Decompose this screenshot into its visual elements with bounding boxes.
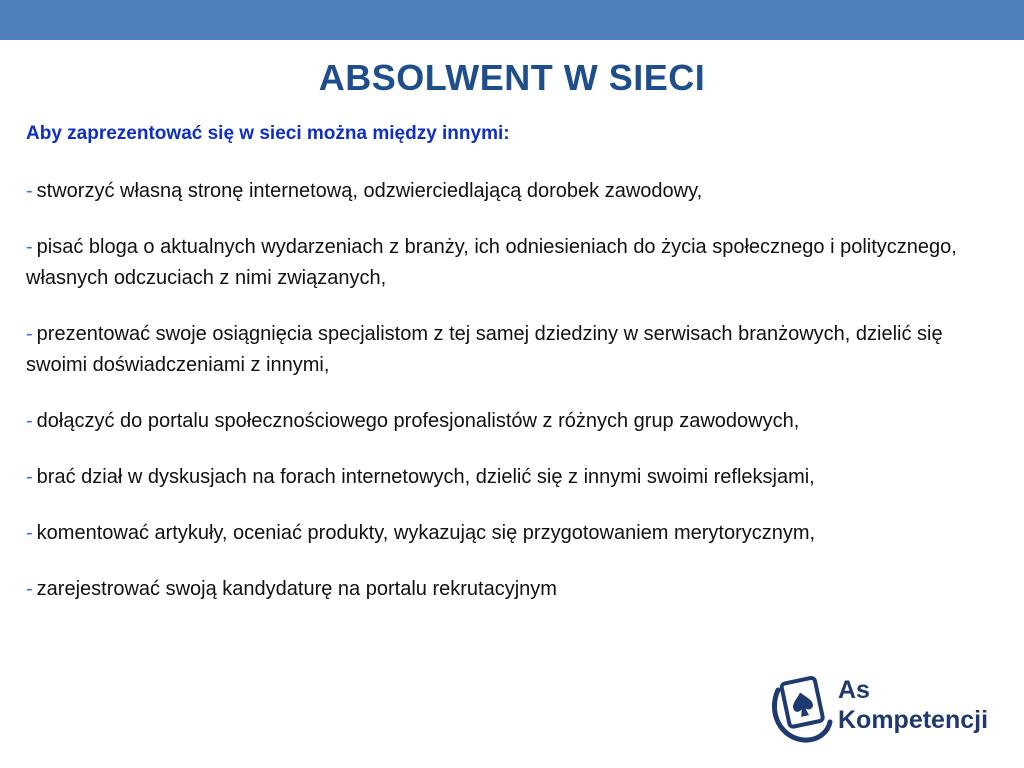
list-item-text: pisać bloga o aktualnych wydarzeniach z branży, ich odniesieniach do życia społecznego i politycznego, własnych odczuciach z nimi związanych, [26,236,957,289]
list-item [26,518,966,549]
list-item [26,319,966,381]
logo-text-kompetencji: Kompetencji [838,706,989,734]
list-item-text: komentować artykuły, oceniać produkty, wykazując się przygotowaniem merytorycznym, [36,522,816,544]
bullet-dash: - [26,323,33,345]
list-item [26,176,966,207]
list-item-text: zarejestrować swoją kandydaturę na portalu rekrutacyjnym [36,578,557,600]
bullet-list [26,176,966,630]
bullet-dash: - [26,410,33,432]
bullet-dash: - [26,578,33,600]
bullet-dash: - [26,236,33,258]
list-item [26,406,966,437]
as-kompetencji-logo [770,672,1000,744]
list-item [26,232,966,294]
list-item-text: brać dział w dyskusjach na forach internetowych, dzielić się z innymi swoimi refleksjami, [36,466,815,488]
list-item [26,462,966,493]
bullet-dash: - [26,466,33,488]
bullet-dash: - [26,522,33,544]
list-item-text: dołączyć do portalu społecznościowego profesjonalistów z różnych grup zawodowych, [36,410,800,432]
top-accent-band [0,0,1024,40]
intro-text: Aby zaprezentować się w sieci można między innymi: [26,123,510,144]
card-spade-icon [770,672,834,744]
list-item [26,574,966,605]
logo-text-as: As [838,676,870,704]
slide-title: ABSOLWENT W SIECI [318,57,706,98]
list-item-text: stworzyć własną stronę internetową, odzwierciedlającą dorobek zawodowy, [36,180,703,202]
bullet-dash: - [26,180,33,202]
list-item-text: prezentować swoje osiągnięcia specjalistom z tej samej dziedziny w serwisach branżowych, dzielić się swoimi doświadczeniami z innymi, [26,323,943,376]
